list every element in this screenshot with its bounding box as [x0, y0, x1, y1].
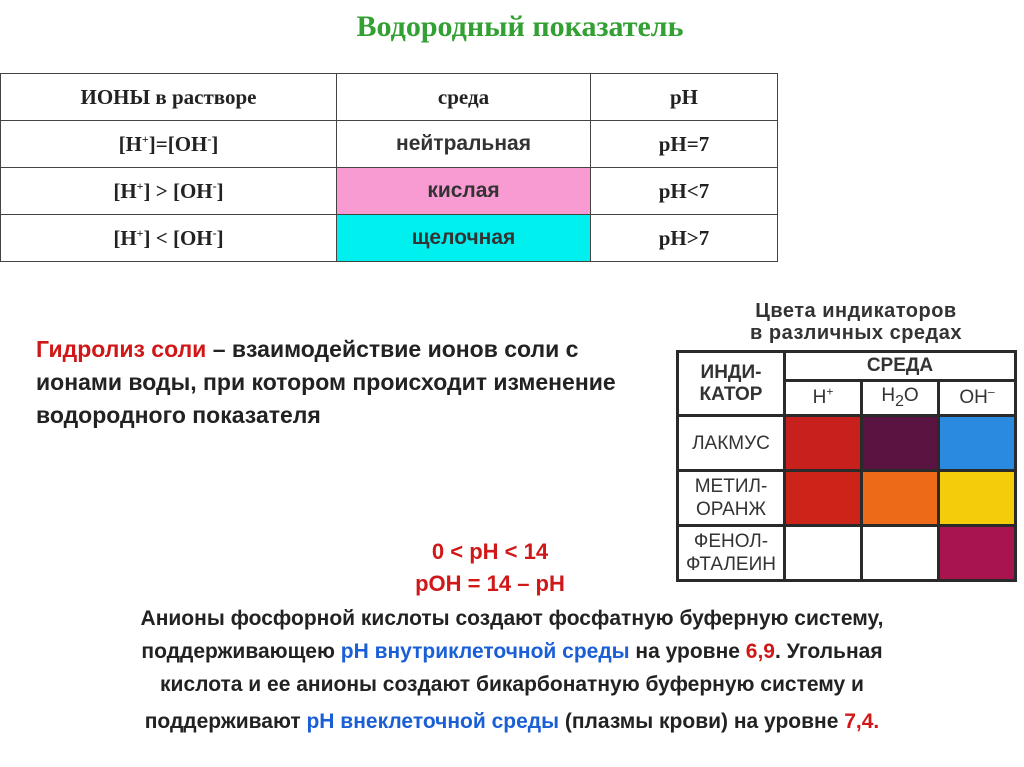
indicator-header-label: ИНДИ-	[700, 361, 762, 383]
indicator-name: ФЕНОЛ- ФТАЛЕИН	[678, 526, 785, 581]
indicator-row	[678, 416, 1016, 471]
indicator-row	[678, 526, 1016, 581]
buffer-text-line: кислота и ее анионы создают бикарбонатную буферную систему и	[160, 673, 864, 696]
color-swatch	[862, 416, 939, 471]
color-swatch	[785, 416, 862, 471]
definition-text: – взаимодействие ионов соли с ионами воды, при котором происходит изменение водородного показателя	[36, 336, 616, 428]
ions-cell: [H+] > [OH-]	[1, 168, 337, 215]
ph-table	[0, 73, 778, 262]
table-header-row	[1, 74, 778, 121]
buffer-text-line: поддерживающею рН внутриклеточной среды на уровне 6,9. Угольная	[141, 640, 883, 663]
environment-alkaline: щелочная	[337, 215, 591, 262]
table-row	[1, 121, 778, 168]
indicator-name: МЕТИЛ- ОРАНЖ	[678, 471, 785, 526]
indicator-header-label: КАТОР	[699, 383, 763, 405]
header-ph: pH	[591, 74, 778, 121]
color-swatch	[785, 526, 862, 581]
buffer-text-line: Анионы фосфорной кислоты создают фосфатную буферную систему,	[140, 607, 884, 630]
environment-neutral: нейтральная	[337, 121, 591, 168]
definition-term: Гидролиз соли	[36, 336, 207, 362]
indicator-row	[678, 471, 1016, 526]
env-col-acid: H+	[785, 381, 862, 416]
color-swatch	[785, 471, 862, 526]
table-row	[1, 215, 778, 262]
indicator-name: ЛАКМУС	[678, 416, 785, 471]
hydrolysis-definition	[36, 333, 636, 432]
color-swatch	[862, 471, 939, 526]
ph-value: pH>7	[591, 215, 778, 262]
indicator-title-line: Цвета индикаторов	[755, 300, 957, 322]
ph-value: pH=7	[591, 121, 778, 168]
ph-value: pH<7	[591, 168, 778, 215]
indicator-header-cell	[678, 352, 785, 416]
page-title: Водородный показатель	[356, 10, 684, 43]
color-swatch	[939, 416, 1016, 471]
indicator-title-line: в различных средах	[750, 322, 962, 344]
poh-formula: pOH = 14 – pH	[415, 571, 565, 596]
ions-cell: [H+] < [OH-]	[1, 215, 337, 262]
indicator-header-row	[678, 352, 1016, 381]
env-col-base: OH–	[939, 381, 1016, 416]
environment-acid: кислая	[337, 168, 591, 215]
environment-header-cell: СРЕДА	[785, 352, 1016, 381]
header-environment: среда	[337, 74, 591, 121]
header-ions: ИОНЫ в растворе	[1, 74, 337, 121]
ions-cell: [H+]=[OH-]	[1, 121, 337, 168]
table-row	[1, 168, 778, 215]
color-swatch	[939, 526, 1016, 581]
env-col-water: $H_2O$	[862, 381, 939, 416]
color-swatch	[862, 526, 939, 581]
color-swatch	[939, 471, 1016, 526]
indicator-table	[676, 350, 1017, 582]
indicator-title	[700, 300, 1012, 344]
ph-range-formula: 0 < pH < 14	[431, 539, 549, 564]
buffer-text-line: поддерживают рН внеклеточной среды (плазмы крови) на уровне 7,4.	[144, 710, 880, 733]
